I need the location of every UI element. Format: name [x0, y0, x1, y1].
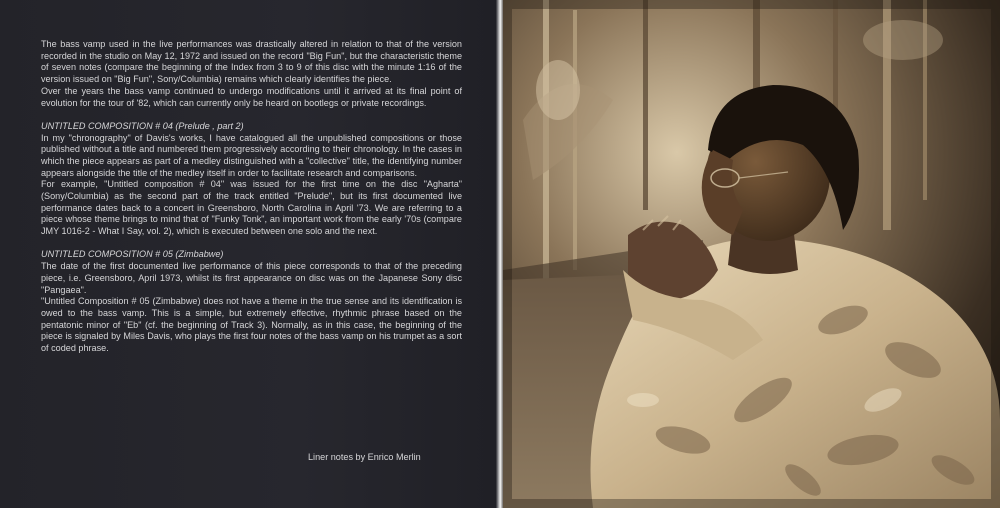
liner-notes-page: [0, 0, 498, 508]
photo-page: [503, 0, 1000, 508]
intro-paragraph-1: The bass vamp used in the live performances was drastically altered in relation to that of the version recorded in the studio on May 12, 1972 and issued on the record "Big Fun", but the characteristic theme of seven notes (compare the beginning of the Index from 3 to 9 of this disc with the minute 1:16 of the version issued on "Big Fun", Sony/Columbia) remains which clearly identifies the piece.: [41, 39, 462, 85]
section-heading-composition-05: UNTITLED COMPOSITION # 05 (Zimbabwe): [41, 249, 224, 260]
composition-05-paragraph-1: The date of the first documented live performance of this piece corresponds to that of the preceding piece, i.e. Greensboro, April 1973, whilst its first appearance on disc was on the Japanese Sony disc "Pangaea".: [41, 261, 462, 295]
composition-04-paragraph-1: In my "chronography" of Davis's works, I have catalogued all the unpublished compositions or those published without a title and numbered them progressively according to their chronology. In the cases in which the piece appears as part of a medley distinguished with a "collective" title, the identifying number appears alongside the title of the medley itself in order to facilitate research and comparisons.: [41, 132, 462, 178]
liner-notes-credit: Liner notes by Enrico Merlin: [308, 452, 421, 462]
composition-05-paragraph-2: "Untitled Composition # 05 (Zimbabwe) does not have a theme in the true sense and its identification is owed to the bass vamp. This is a simple, but extremely effective, rhythmic phrase based on the pentatonic minor of "Eb" (cf. the beginning of Track 3). Normally, as in this case, the beginning of the piece is signaled by Miles Davis, who plays the first four notes of the bass vamp on his trumpet as a sort of coded phrase.: [41, 296, 462, 354]
liner-notes-text: [41, 39, 462, 355]
sepia-photograph: [503, 0, 1000, 508]
intro-paragraph-2: Over the years the bass vamp continued to undergo modifications until it arrived at its final point of evolution for the tour of '82, which can currently only be heard on bootlegs or private recordings.: [41, 85, 462, 108]
composition-04-paragraph-2: For example, "Untitled composition # 04" was issued for the first time on the disc "Agharta" (Sony/Columbia) as the second part of the track entitled "Prelude", but its first documented live performance dates back to a concert in Greensboro, North Carolina in April '73. We are referring to a piece whose theme brings to mind that of "Funky Tonk", an important work from the early '70s (compare JMY 1016-2 - What I Say, vol. 2), which is executed between one solo and the next.: [41, 179, 462, 237]
section-heading-composition-04: UNTITLED COMPOSITION # 04 (Prelude , part 2): [41, 120, 244, 131]
